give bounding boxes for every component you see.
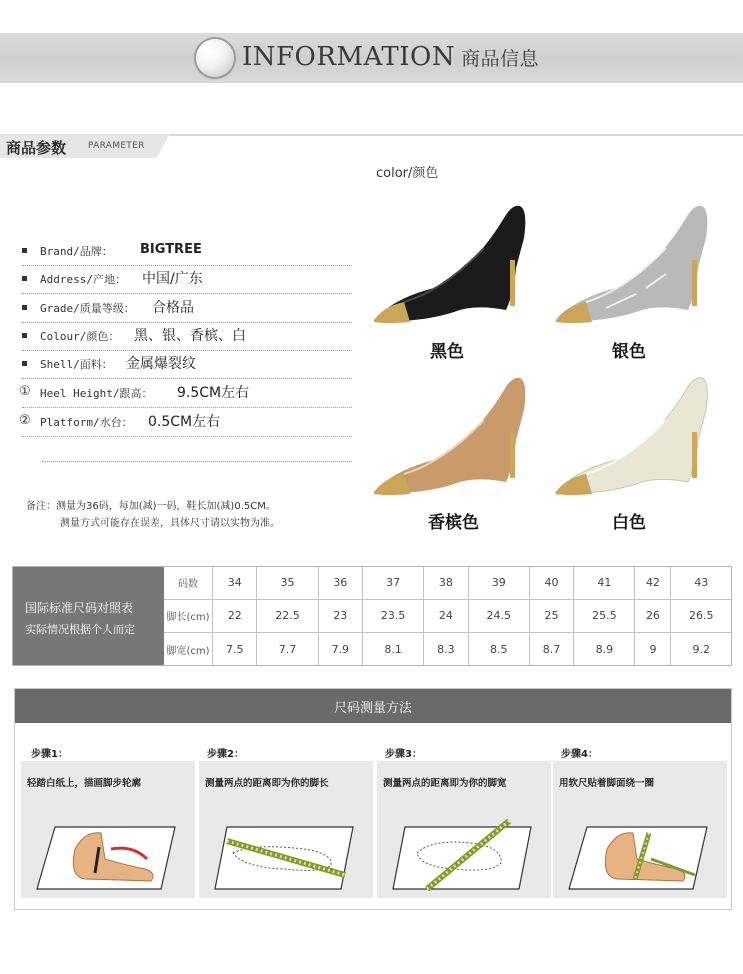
spec-divider [42, 447, 352, 462]
spec-label: Platform/水台： [40, 416, 133, 429]
step-1-label: 步骤1： [31, 749, 68, 760]
circle-emblem-icon [196, 39, 234, 77]
row-header: 脚宽(cm) [164, 633, 213, 665]
parameter-tab [0, 134, 176, 158]
page-title [242, 42, 539, 72]
spec-grade [22, 296, 352, 323]
measurement-section [14, 688, 732, 910]
title-cn: 商品信息 [461, 48, 540, 70]
table-row [164, 567, 731, 599]
spec-label: Address/产地： [40, 273, 126, 286]
table-cell: 23.5 [363, 599, 424, 632]
spec-label: Shell/面料： [40, 358, 113, 371]
spec-label: Grade/质量等级： [40, 302, 135, 315]
spec-platform [19, 410, 352, 437]
table-cell: 43 [671, 567, 731, 599]
foot-width-ruler-icon [391, 819, 537, 891]
table-cell: 38 [424, 567, 468, 599]
table-cell: 7.5 [213, 633, 257, 665]
size-chart-subtitle: 实际情况根据个人而定 [25, 623, 135, 636]
table-cell: 36 [318, 567, 362, 599]
step-2-text: 测量两点的距离即为你的脚长 [205, 778, 329, 789]
row-header: 码数 [164, 567, 213, 599]
step-2-label: 步骤2： [207, 749, 244, 760]
size-chart-title: 国际标准尺码对照表 [25, 601, 134, 615]
table-cell: 23 [318, 599, 362, 632]
table-cell: 8.3 [424, 633, 468, 665]
table-cell: 25.5 [574, 599, 635, 632]
table-cell: 8.7 [529, 633, 573, 665]
note-line-2: 测量方式可能存在误差，具体尺寸请以实物为准。 [60, 518, 280, 529]
spec-colour [22, 324, 352, 351]
measurement-title: 尺码测量方法 [333, 701, 412, 716]
spec-label: Colour/颜色： [40, 330, 120, 343]
table-cell: 8.1 [363, 633, 424, 665]
circled-number-2: ② [19, 413, 31, 428]
table-cell: 34 [213, 567, 257, 599]
spec-value: 中国/广东 [142, 271, 203, 287]
table-cell: 22.5 [257, 599, 318, 632]
table-cell: 40 [529, 567, 573, 599]
table-cell: 8.9 [574, 633, 635, 665]
size-chart [12, 566, 732, 666]
spec-shell [22, 352, 352, 379]
bullet-icon [22, 361, 27, 366]
step-4-card [553, 761, 727, 898]
bullet-icon [22, 305, 27, 310]
step-1-card [21, 761, 195, 898]
champagne-pump-shoe-icon [364, 370, 544, 500]
step-4-label: 步骤4： [561, 749, 598, 760]
size-note [26, 498, 280, 532]
table-cell: 39 [468, 567, 529, 599]
color-label-champagne: 香槟色 [428, 513, 479, 533]
white-pump-shoe-icon [546, 370, 726, 500]
bullet-icon [22, 276, 27, 281]
table-row [164, 599, 731, 632]
table-cell: 22 [213, 599, 257, 632]
color-label-white: 白色 [612, 513, 646, 533]
step-4-text: 用软尺贴着脚面绕一圈 [559, 778, 655, 789]
table-cell: 24 [424, 599, 468, 632]
color-label-silver: 银色 [612, 342, 646, 362]
spec-address [22, 267, 352, 294]
bullet-icon [22, 333, 27, 338]
table-cell: 37 [363, 567, 424, 599]
spec-value: 金属爆裂纹 [126, 356, 196, 372]
spec-value: 黑、银、香槟、白 [134, 328, 246, 344]
spec-label: Brand/品牌： [40, 245, 113, 258]
table-cell: 26 [635, 599, 671, 632]
spec-label: Heel Height/跟高： [40, 387, 153, 400]
foot-tracing-icon [35, 819, 181, 891]
table-cell: 35 [257, 567, 318, 599]
note-line-1: 备注：测量为36码，每加(减)一码，鞋长加(减)0.5CM。 [26, 501, 276, 512]
black-pump-shoe-icon [364, 198, 544, 328]
step-3-label: 步骤3： [385, 749, 422, 760]
spec-value: 0.5CM左右 [148, 414, 221, 430]
spec-value: 9.5CM左右 [177, 385, 250, 401]
size-table [164, 567, 731, 665]
step-2-card [199, 761, 373, 898]
title-en: INFORMATION [242, 42, 456, 72]
parameter-subtitle: PARAMETER [88, 141, 145, 151]
measurement-header [15, 689, 731, 723]
spec-brand [22, 239, 352, 266]
table-row [164, 633, 731, 665]
table-cell: 8.5 [468, 633, 529, 665]
step-1-text: 轻踏白纸上，描画脚步轮廓 [27, 778, 142, 789]
circled-number-1: ① [19, 384, 31, 399]
bullet-icon [22, 248, 27, 253]
step-3-text: 测量两点的距离即为你的脚宽 [383, 778, 507, 789]
table-cell: 26.5 [671, 599, 731, 632]
table-cell: 9.2 [692, 642, 710, 656]
silver-pump-shoe-icon [546, 198, 726, 328]
color-label-black: 黑色 [430, 342, 464, 362]
parameter-title: 商品参数 [6, 139, 67, 157]
table-cell: 41 [574, 567, 635, 599]
table-cell: 7.9 [318, 633, 362, 665]
size-chart-title-panel [13, 567, 164, 665]
spec-value: BIGTREE [140, 242, 202, 257]
spec-value: 合格品 [152, 300, 194, 316]
color-title: color/颜色 [376, 166, 439, 181]
spec-heel-height [19, 381, 352, 408]
foot-length-ruler-icon [213, 819, 359, 891]
row-header: 脚长(cm) [164, 599, 213, 632]
table-cell: 42 [635, 567, 671, 599]
table-cell: 9 [635, 633, 671, 665]
table-cell: 24.5 [468, 599, 529, 632]
table-cell: 25 [529, 599, 573, 632]
foot-circumference-tape-icon [567, 819, 713, 891]
table-cell: 7.7 [257, 633, 318, 665]
step-3-card [377, 761, 551, 898]
